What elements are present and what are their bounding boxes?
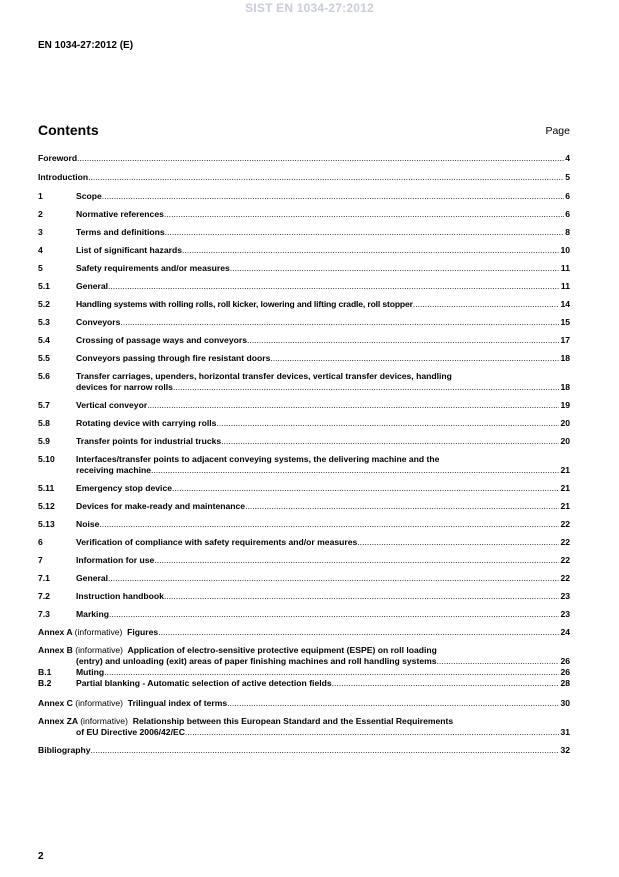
toc-entry[interactable]	[38, 245, 570, 256]
toc-leader	[108, 573, 559, 584]
toc-leader	[245, 501, 559, 512]
toc-entry-title-line2: devices for narrow rolls	[76, 382, 173, 392]
toc-entry-page: 30	[560, 698, 570, 708]
toc-entry-number: 5.9	[38, 436, 50, 446]
annex-informative: (informative)	[75, 698, 124, 708]
toc-entry-page: 28	[560, 678, 570, 688]
toc-entry-title: Information for use	[76, 555, 155, 565]
page-column-label: Page	[545, 125, 570, 137]
toc-entry-number: 7.3	[38, 609, 50, 619]
toc-entry-title: Handling systems with rolling rolls, roll kicker, lowering and lifting cradle, roll stopper	[76, 299, 413, 309]
toc-entry-foreword[interactable]	[38, 153, 570, 164]
toc-entry-number: 1	[38, 191, 43, 201]
toc-entry-page: 15	[560, 317, 570, 327]
toc-leader	[182, 245, 559, 256]
toc-entry-page: 26	[560, 667, 570, 677]
toc-leader	[77, 153, 564, 164]
toc-leader	[120, 317, 559, 328]
toc-entry[interactable]	[38, 537, 570, 548]
toc-leader	[413, 299, 560, 310]
toc-entry-page: 32	[560, 745, 570, 755]
toc-entry-number: 5.4	[38, 335, 50, 345]
toc-entry[interactable]	[38, 371, 570, 393]
toc-entry[interactable]	[38, 519, 570, 530]
toc-entry-title: Conveyors passing through fire resistant doors	[76, 353, 271, 363]
toc-entry-page: 10	[560, 245, 570, 255]
toc-entry[interactable]	[38, 609, 570, 620]
toc-entry-page: 14	[560, 299, 570, 309]
toc-entry-page: 20	[560, 436, 570, 446]
contents-title: Contents	[38, 122, 99, 138]
toc-entry[interactable]	[38, 418, 570, 429]
toc-entry-annex-b[interactable]	[38, 645, 570, 667]
toc-entry-page: 24	[560, 627, 570, 637]
toc-leader	[227, 698, 559, 709]
toc-entry-title: Noise	[76, 519, 100, 529]
toc-entry-title-line1: Interfaces/transfer points to adjacent conveying systems, the delivering machine and the	[76, 454, 440, 464]
toc-entry-number: 5.13	[38, 519, 55, 529]
toc-entry-title: Vertical conveyor	[76, 400, 148, 410]
toc-entry-number: 5	[38, 263, 43, 273]
toc-entry-page: 22	[560, 555, 570, 565]
toc-entry-annex-c[interactable]	[38, 698, 570, 709]
toc-entry[interactable]	[38, 436, 570, 447]
toc-leader	[91, 745, 560, 756]
toc-leader	[154, 555, 559, 566]
toc-leader	[221, 436, 559, 447]
toc-leader	[185, 727, 560, 738]
toc-entry-page: 21	[560, 483, 570, 493]
toc-entry-page: 20	[560, 418, 570, 428]
toc-leader	[270, 353, 559, 364]
toc-entry-title-line2: (entry) and unloading (exit) areas of paper finishing machines and roll handling systems	[76, 656, 437, 666]
toc-entry-number: 3	[38, 227, 43, 237]
toc-entry-title: Devices for make-ready and maintenance	[76, 501, 246, 511]
toc-entry-page: 23	[560, 609, 570, 619]
toc-entry-number: 5.6	[38, 371, 50, 381]
toc-entry-page: 19	[560, 400, 570, 410]
toc-entry-title: Foreword	[38, 153, 78, 163]
toc-entry-title: Crossing of passage ways and conveyors	[76, 335, 247, 345]
toc-entry[interactable]	[38, 227, 570, 238]
toc-entry[interactable]	[38, 400, 570, 411]
toc-entry-page: 4	[565, 153, 570, 163]
toc-leader	[102, 191, 564, 202]
toc-entry-page: 23	[560, 591, 570, 601]
toc-leader	[108, 281, 560, 292]
annex-label: Annex C	[38, 698, 73, 708]
toc-entry-page: 21	[560, 465, 570, 475]
toc-entry-page: 11	[560, 263, 570, 273]
toc-entry-number: 5.2	[38, 299, 50, 309]
toc-entry[interactable]	[38, 263, 570, 274]
toc-entry-title: Rotating device with carrying rolls	[76, 418, 217, 428]
toc-leader	[247, 335, 559, 346]
toc-entry-title: Emergency stop device	[76, 483, 173, 493]
toc-leader	[151, 465, 559, 476]
toc-entry-annex-a[interactable]	[38, 627, 570, 638]
annex-informative: (informative)	[75, 645, 124, 655]
toc-entry[interactable]	[38, 573, 570, 584]
toc-entry-number: 5.12	[38, 501, 55, 511]
toc-leader	[173, 382, 559, 393]
toc-entry-title: Scope	[76, 191, 102, 201]
toc-entry-title-line1	[38, 645, 570, 656]
toc-entry-page: 8	[565, 227, 570, 237]
toc-leader	[99, 519, 559, 530]
toc-entry-page: 31	[560, 727, 570, 737]
toc-entry-title: Normative references	[76, 209, 164, 219]
toc-entry-page: 6	[565, 209, 570, 219]
toc-entry[interactable]	[38, 483, 570, 494]
toc-entry-title: Verification of compliance with safety requirements and/or measures	[76, 537, 358, 547]
toc-entry-title: List of significant hazards	[76, 245, 183, 255]
toc-entry-title-line1	[38, 716, 570, 727]
toc-entry-number: 5.10	[38, 454, 55, 464]
toc-entry-number: 5.5	[38, 353, 50, 363]
toc-entry-title: Terms and definitions	[76, 227, 165, 237]
annex-informative: (informative)	[80, 716, 128, 726]
annex-label: Annex ZA	[38, 716, 78, 726]
toc-entry[interactable]	[38, 299, 570, 310]
toc-entry-page: 22	[560, 537, 570, 547]
toc-leader	[158, 627, 559, 638]
annex-title-line1: Application of electro-sensitive protective equipment (ESPE) on roll loading	[127, 645, 437, 655]
toc-entry-number: B.1	[38, 667, 52, 677]
toc-leader	[437, 656, 560, 667]
toc-entry-page: 21	[560, 501, 570, 511]
toc-entry-page: 17	[560, 335, 570, 345]
toc-entry[interactable]	[38, 281, 570, 292]
toc-entry-number: 7.1	[38, 573, 50, 583]
table-of-contents	[38, 153, 570, 756]
toc-leader	[216, 418, 559, 429]
toc-entry-annex-za[interactable]	[38, 716, 570, 738]
toc-leader	[164, 591, 560, 602]
toc-entry-title: Introduction	[38, 172, 89, 182]
toc-entry-title-line2: receiving machine	[76, 465, 151, 475]
toc-entry[interactable]	[38, 317, 570, 328]
toc-entry-number: B.2	[38, 678, 52, 688]
toc-entry-number: 7	[38, 555, 43, 565]
toc-leader	[172, 483, 559, 494]
toc-entry-page: 5	[565, 172, 570, 182]
toc-entry-title: Muting	[76, 667, 105, 677]
toc-entry-title: Safety requirements and/or measures	[76, 263, 230, 273]
toc-leader	[109, 609, 559, 620]
toc-entry[interactable]	[38, 678, 570, 689]
toc-entry-number: 5.1	[38, 281, 50, 291]
toc-entry-page: 18	[560, 382, 570, 392]
toc-leader	[88, 172, 564, 183]
toc-entry[interactable]	[38, 353, 570, 364]
toc-entry[interactable]	[38, 501, 570, 512]
toc-leader	[147, 400, 559, 411]
toc-entry-number: 4	[38, 245, 43, 255]
toc-entry-title: Bibliography	[38, 745, 91, 755]
annex-label: Annex A	[38, 627, 73, 637]
toc-entry-number: 5.3	[38, 317, 50, 327]
toc-entry[interactable]	[38, 555, 570, 566]
toc-entry-title: Instruction handbook	[76, 591, 164, 601]
toc-entry-page: 6	[565, 191, 570, 201]
toc-entry-page: 22	[560, 519, 570, 529]
annex-title: Trilingual index of terms	[127, 698, 228, 708]
toc-entry-title	[38, 627, 158, 638]
toc-entry[interactable]	[38, 335, 570, 346]
annex-label: Annex B	[38, 645, 73, 655]
toc-entry-number: 7.2	[38, 591, 50, 601]
toc-entry-title: General	[76, 573, 109, 583]
toc-entry-number: 5.7	[38, 400, 50, 410]
toc-leader	[165, 227, 565, 238]
annex-title: Figures	[127, 627, 159, 637]
toc-entry-number: 5.11	[38, 483, 55, 493]
toc-leader	[164, 209, 564, 220]
annex-informative: (informative)	[74, 627, 123, 637]
toc-entry-bibliography[interactable]	[38, 745, 570, 756]
toc-leader	[230, 263, 560, 274]
toc-entry-number: 5.8	[38, 418, 50, 428]
toc-entry-introduction[interactable]	[38, 172, 570, 183]
toc-entry-title: Conveyors	[76, 317, 121, 327]
toc-entry-page: 22	[560, 573, 570, 583]
toc-entry-title: General	[76, 281, 109, 291]
toc-entry-page: 11	[560, 281, 570, 291]
toc-entry[interactable]	[38, 191, 570, 202]
toc-entry-number: 2	[38, 209, 43, 219]
toc-entry[interactable]	[38, 591, 570, 602]
toc-leader	[357, 537, 559, 548]
toc-entry-number: 6	[38, 537, 43, 547]
toc-leader	[104, 667, 559, 678]
toc-entry-page: 18	[560, 353, 570, 363]
toc-entry-title	[38, 698, 227, 709]
toc-leader	[332, 678, 560, 689]
watermark: SIST EN 1034-27:2012	[245, 1, 374, 15]
toc-entry-title-line1: Transfer carriages, upenders, horizontal transfer devices, vertical transfer devices, handling	[76, 371, 452, 381]
toc-entry[interactable]	[38, 209, 570, 220]
toc-entry-title: Partial blanking - Automatic selection of active detection fields	[76, 678, 332, 688]
toc-entry-title: Marking	[76, 609, 109, 619]
page-number: 2	[38, 851, 44, 862]
document-identifier: EN 1034-27:2012 (E)	[38, 40, 134, 51]
toc-entry-title-line2: of EU Directive 2006/42/EC	[76, 727, 185, 737]
toc-entry[interactable]	[38, 667, 570, 678]
annex-title-line1: Relationship between this European Standard and the Essential Requirements	[132, 716, 454, 726]
toc-entry-page: 26	[560, 656, 570, 666]
toc-entry[interactable]	[38, 454, 570, 476]
toc-entry-title: Transfer points for industrial trucks	[76, 436, 222, 446]
